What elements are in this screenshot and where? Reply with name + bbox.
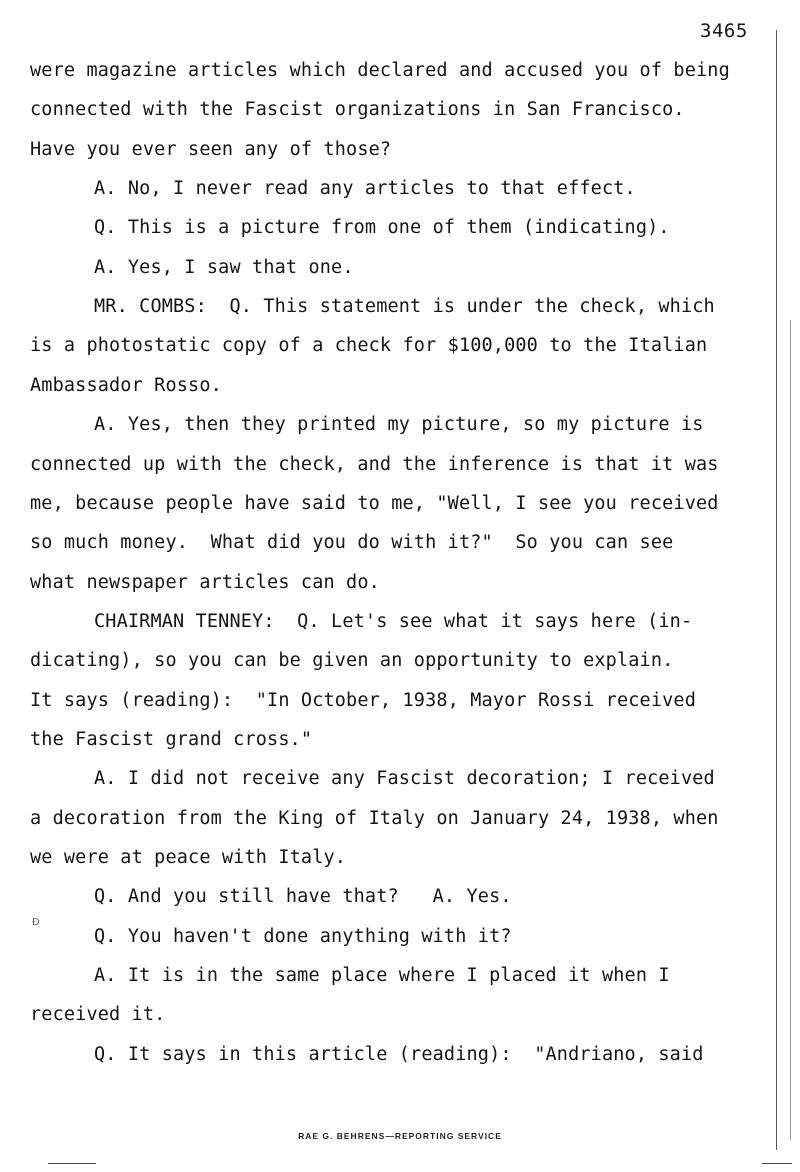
transcript-line: dicating), so you can be given an opportunity to explain.: [30, 650, 674, 671]
transcript-line: A. I did not receive any Fascist decoration; I received: [94, 768, 715, 789]
transcript-line: A. Yes, then they printed my picture, so my picture is: [94, 414, 704, 435]
right-margin-rule: [776, 30, 777, 1150]
bottom-right-rule: [762, 1163, 792, 1164]
transcript-line: what newspaper articles can do.: [30, 572, 380, 593]
transcript-line: received it.: [30, 1004, 166, 1025]
transcript-line: Q. This is a picture from one of them (indicating).: [94, 217, 670, 238]
margin-mark: Ð: [32, 917, 40, 928]
transcript-line: is a photostatic copy of a check for $100,000 to the Italian: [30, 335, 708, 356]
transcript-line: A. It is in the same place where I placed it when I: [94, 965, 670, 986]
footer-reporting-service: RAE G. BEHRENS—REPORTING SERVICE: [298, 1131, 502, 1141]
transcript-line: A. No, I never read any articles to that effect.: [94, 178, 636, 199]
page-number: 3465: [700, 20, 748, 42]
transcript-line: A. Yes, I saw that one.: [94, 257, 354, 278]
transcript-line: a decoration from the King of Italy on January 24, 1938, when: [30, 808, 719, 829]
right-margin-rule-outer: [790, 320, 791, 1140]
transcript-line: CHAIRMAN TENNEY: Q. Let's see what it says here (in-: [94, 611, 693, 632]
bottom-left-rule: [48, 1163, 96, 1164]
transcript-line: connected with the Fascist organizations in San Francisco.: [30, 99, 685, 120]
transcript-line: the Fascist grand cross.": [30, 729, 313, 750]
transcript-line: Q. It says in this article (reading): "Andriano, said: [94, 1044, 704, 1065]
transcript-line: connected up with the check, and the inference is that it was: [30, 454, 719, 475]
transcript-line: MR. COMBS: Q. This statement is under the check, which: [94, 296, 715, 317]
transcript-line: were magazine articles which declared and accused you of being: [30, 60, 730, 81]
transcript-line: so much money. What did you do with it?" So you can see: [30, 532, 674, 553]
transcript-line: It says (reading): "In October, 1938, Mayor Rossi received: [30, 690, 696, 711]
transcript-line: Q. You haven't done anything with it?: [94, 926, 512, 947]
transcript-line: Have you ever seen any of those?: [30, 139, 392, 160]
transcript-line: me, because people have said to me, "Well, I see you received: [30, 493, 719, 514]
transcript-line: Ambassador Rosso.: [30, 375, 222, 396]
transcript-line: Q. And you still have that? A. Yes.: [94, 886, 512, 907]
transcript-line: we were at peace with Italy.: [30, 847, 347, 868]
